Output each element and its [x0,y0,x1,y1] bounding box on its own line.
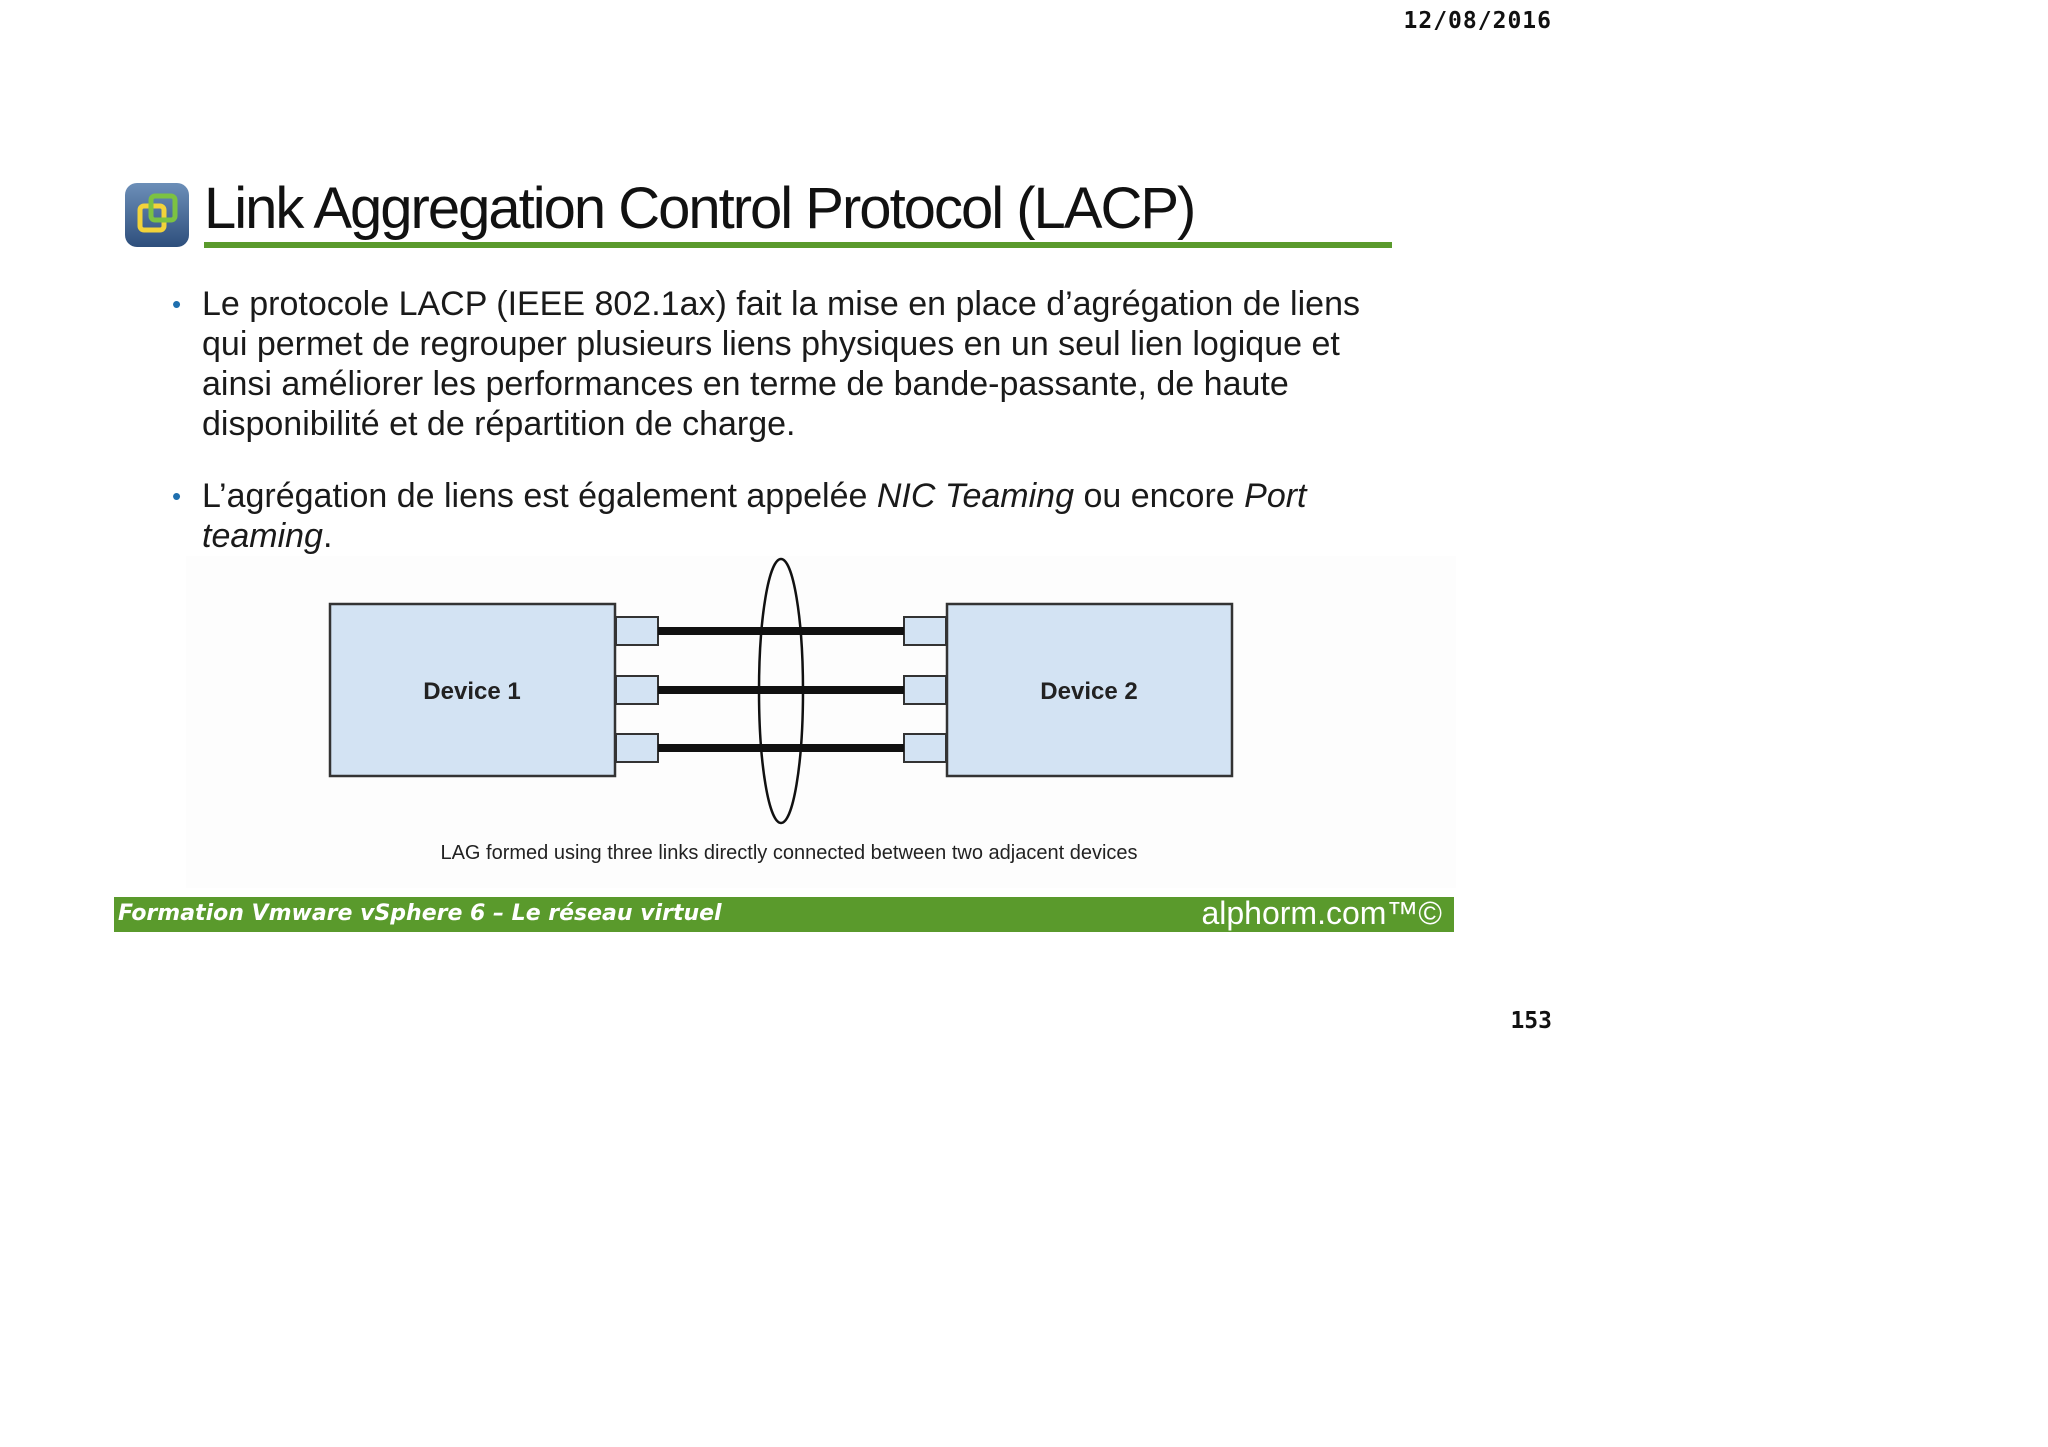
port-d2-1 [904,617,946,645]
slide-date: 12/08/2016 [1403,8,1552,34]
bullet-text: ) fait la mise en place d’agrégation de liens qui permet de regrouper plusieurs liens physiques en un seul lien logique et ainsi améliorer les performances en terme de bande-passante, de haute disponibilité et de répartition de charge. [202,285,1360,443]
port-d1-2 [616,676,658,704]
footer-brand: alphorm.com™© [1201,895,1442,931]
bullet-item-teaming [172,476,1392,556]
bullet-standard: IEEE 802.1ax [507,285,716,323]
bullet-text: Le protocole LACP ( [202,285,508,323]
slide-title: Link Aggregation Control Protocol (LACP) [204,176,1195,241]
bullet-item-lacp [172,284,1392,444]
lag-diagram [186,556,1456,888]
bullet-text: ou encore [1074,477,1245,515]
bullet-list [172,284,1392,556]
port-d2-2 [904,676,946,704]
link-3 [616,734,946,762]
bullet-dot-icon: • [172,289,182,319]
device-2-label: Device 2 [1040,678,1138,705]
bullet-dot-icon: • [172,481,182,511]
vsphere-logo-icon [124,182,190,248]
port-d1-1 [616,617,658,645]
title-underline [204,242,1392,248]
port-d1-3 [616,734,658,762]
bullet-text: L’agrégation de liens est également appelée [202,477,877,515]
term-port-teaming: Port teaming [202,477,1307,555]
lag-diagram-svg [186,556,1456,888]
diagram-caption: LAG formed using three links directly connected between two adjacent devices [440,842,1138,864]
footer-bar [114,897,1454,932]
page-number: 153 [1510,1008,1552,1034]
bullet-text: . [322,517,333,555]
footer-course-title: Formation Vmware vSphere 6 – Le réseau virtuel [118,901,722,926]
port-d2-3 [904,734,946,762]
term-nic-teaming: NIC Teaming [876,477,1075,515]
device-1-label: Device 1 [423,678,521,705]
link-1 [616,617,946,645]
link-2 [616,676,946,704]
